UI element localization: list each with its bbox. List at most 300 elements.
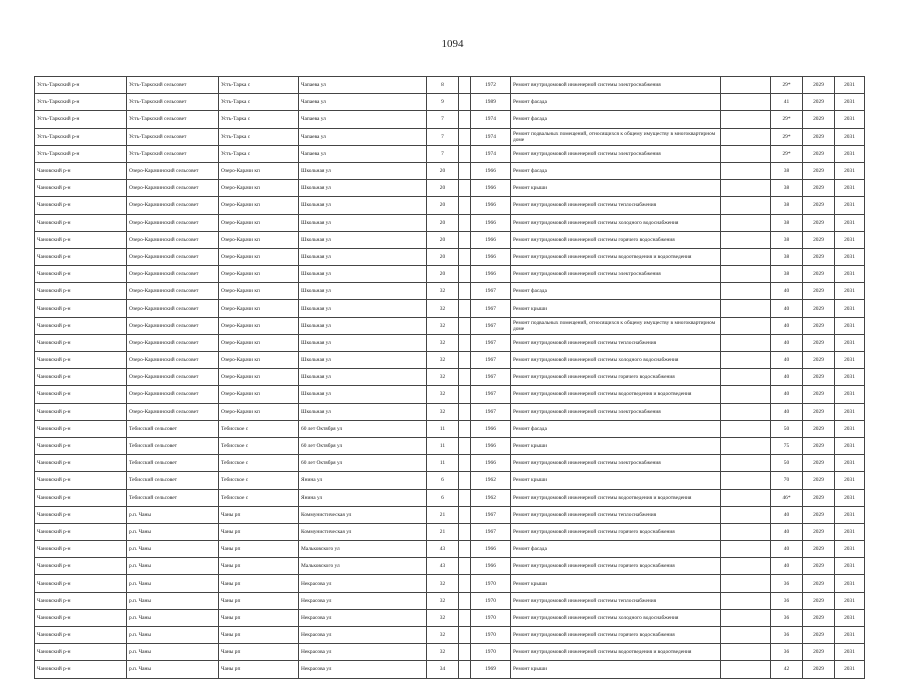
building-cell bbox=[459, 369, 471, 386]
street-cell: Школьная ул bbox=[299, 369, 427, 386]
house-number-cell: 6 bbox=[427, 472, 459, 489]
repair-schedule-table bbox=[34, 76, 865, 679]
street-cell: Школьная ул bbox=[299, 300, 427, 317]
street-cell: Некрасова ул bbox=[299, 661, 427, 678]
wear-percent-cell: 40 bbox=[771, 403, 803, 420]
settlement-cell: Тебисское с bbox=[219, 420, 299, 437]
wear-percent-cell: 38 bbox=[771, 197, 803, 214]
year-built-cell: 1966 bbox=[471, 541, 511, 558]
building-cell bbox=[459, 266, 471, 283]
wear-percent-cell: 50 bbox=[771, 420, 803, 437]
year-built-cell: 1969 bbox=[471, 661, 511, 678]
year-built-cell: 1967 bbox=[471, 352, 511, 369]
municipality-cell: р.п. Чаны bbox=[127, 506, 219, 523]
district-cell: Чановский р-н bbox=[35, 420, 127, 437]
table-row bbox=[35, 283, 865, 300]
street-cell: Мальковского ул bbox=[299, 558, 427, 575]
municipality-cell: Озеро-Карачинский сельсовет bbox=[127, 317, 219, 334]
table-row bbox=[35, 609, 865, 626]
building-cell bbox=[459, 180, 471, 197]
district-cell: Чановский р-н bbox=[35, 369, 127, 386]
work-type-cell: Ремонт внутридомовой инженерной системы горячего водоснабжения bbox=[511, 231, 721, 248]
wear-percent-cell: 38 bbox=[771, 266, 803, 283]
plan-end-cell: 2031 bbox=[835, 283, 865, 300]
municipality-cell: Озеро-Карачинский сельсовет bbox=[127, 180, 219, 197]
wear-percent-cell: 38 bbox=[771, 180, 803, 197]
year-built-cell: 1967 bbox=[471, 334, 511, 351]
settlement-cell: Чаны рп bbox=[219, 541, 299, 558]
house-number-cell: 11 bbox=[427, 455, 459, 472]
municipality-cell: Озеро-Карачинский сельсовет bbox=[127, 300, 219, 317]
table-row bbox=[35, 231, 865, 248]
note-cell bbox=[721, 644, 771, 661]
municipality-cell: Озеро-Карачинский сельсовет bbox=[127, 386, 219, 403]
plan-start-cell: 2029 bbox=[803, 489, 835, 506]
house-number-cell: 21 bbox=[427, 523, 459, 540]
building-cell bbox=[459, 558, 471, 575]
house-number-cell: 32 bbox=[427, 627, 459, 644]
street-cell: Школьная ул bbox=[299, 248, 427, 265]
note-cell bbox=[721, 352, 771, 369]
table-row bbox=[35, 266, 865, 283]
work-type-cell: Ремонт фасада bbox=[511, 94, 721, 111]
table-row bbox=[35, 541, 865, 558]
note-cell bbox=[721, 627, 771, 644]
district-cell: Чановский р-н bbox=[35, 558, 127, 575]
plan-start-cell: 2029 bbox=[803, 128, 835, 145]
work-type-cell: Ремонт фасада bbox=[511, 111, 721, 128]
settlement-cell: Озеро-Карачи кп bbox=[219, 386, 299, 403]
street-cell: Коммунистическая ул bbox=[299, 506, 427, 523]
street-cell: 60 лет Октября ул bbox=[299, 437, 427, 454]
building-cell bbox=[459, 77, 471, 94]
plan-end-cell: 2031 bbox=[835, 145, 865, 162]
work-type-cell: Ремонт подвальных помещений, относящихся к общему имуществу в многоквартирном доме bbox=[511, 317, 721, 334]
table-row bbox=[35, 248, 865, 265]
building-cell bbox=[459, 627, 471, 644]
plan-end-cell: 2031 bbox=[835, 180, 865, 197]
plan-end-cell: 2031 bbox=[835, 94, 865, 111]
district-cell: Чановский р-н bbox=[35, 334, 127, 351]
house-number-cell: 7 bbox=[427, 111, 459, 128]
year-built-cell: 1970 bbox=[471, 592, 511, 609]
building-cell bbox=[459, 489, 471, 506]
year-built-cell: 1966 bbox=[471, 231, 511, 248]
building-cell bbox=[459, 403, 471, 420]
settlement-cell: Озеро-Карачи кп bbox=[219, 231, 299, 248]
street-cell: Некрасова ул bbox=[299, 644, 427, 661]
house-number-cell: 32 bbox=[427, 369, 459, 386]
note-cell bbox=[721, 145, 771, 162]
wear-percent-cell: 29* bbox=[771, 145, 803, 162]
building-cell bbox=[459, 609, 471, 626]
house-number-cell: 7 bbox=[427, 128, 459, 145]
district-cell: Чановский р-н bbox=[35, 661, 127, 678]
house-number-cell: 21 bbox=[427, 506, 459, 523]
settlement-cell: Чаны рп bbox=[219, 644, 299, 661]
building-cell bbox=[459, 317, 471, 334]
note-cell bbox=[721, 523, 771, 540]
district-cell: Чановский р-н bbox=[35, 180, 127, 197]
building-cell bbox=[459, 455, 471, 472]
wear-percent-cell: 40 bbox=[771, 541, 803, 558]
plan-start-cell: 2029 bbox=[803, 437, 835, 454]
plan-end-cell: 2031 bbox=[835, 300, 865, 317]
work-type-cell: Ремонт внутридомовой инженерной системы теплоснабжения bbox=[511, 592, 721, 609]
house-number-cell: 32 bbox=[427, 575, 459, 592]
plan-start-cell: 2029 bbox=[803, 472, 835, 489]
settlement-cell: Тебисское с bbox=[219, 437, 299, 454]
district-cell: Чановский р-н bbox=[35, 266, 127, 283]
building-cell bbox=[459, 162, 471, 179]
work-type-cell: Ремонт внутридомовой инженерной системы водоотведения и водоотведения bbox=[511, 386, 721, 403]
municipality-cell: Озеро-Карачинский сельсовет bbox=[127, 352, 219, 369]
street-cell: Янина ул bbox=[299, 489, 427, 506]
work-type-cell: Ремонт фасада bbox=[511, 283, 721, 300]
settlement-cell: Озеро-Карачи кп bbox=[219, 180, 299, 197]
plan-start-cell: 2029 bbox=[803, 180, 835, 197]
note-cell bbox=[721, 558, 771, 575]
note-cell bbox=[721, 197, 771, 214]
work-type-cell: Ремонт внутридомовой инженерной системы водоотведения и водоотведения bbox=[511, 644, 721, 661]
wear-percent-cell: 29* bbox=[771, 77, 803, 94]
district-cell: Чановский р-н bbox=[35, 455, 127, 472]
plan-start-cell: 2029 bbox=[803, 214, 835, 231]
street-cell: Школьная ул bbox=[299, 317, 427, 334]
plan-start-cell: 2029 bbox=[803, 558, 835, 575]
work-type-cell: Ремонт внутридомовой инженерной системы горячего водоснабжения bbox=[511, 369, 721, 386]
table-row bbox=[35, 317, 865, 334]
street-cell: Школьная ул bbox=[299, 266, 427, 283]
wear-percent-cell: 41 bbox=[771, 94, 803, 111]
plan-end-cell: 2031 bbox=[835, 472, 865, 489]
table-body bbox=[35, 77, 865, 679]
street-cell: Некрасова ул bbox=[299, 627, 427, 644]
work-type-cell: Ремонт крыши bbox=[511, 300, 721, 317]
municipality-cell: Тебисский сельсовет bbox=[127, 437, 219, 454]
table-row bbox=[35, 94, 865, 111]
note-cell bbox=[721, 180, 771, 197]
plan-end-cell: 2031 bbox=[835, 128, 865, 145]
plan-end-cell: 2031 bbox=[835, 352, 865, 369]
settlement-cell: Усть-Тарка с bbox=[219, 145, 299, 162]
plan-end-cell: 2031 bbox=[835, 541, 865, 558]
settlement-cell: Чаны рп bbox=[219, 506, 299, 523]
note-cell bbox=[721, 94, 771, 111]
work-type-cell: Ремонт внутридомовой инженерной системы электроснабжения bbox=[511, 145, 721, 162]
note-cell bbox=[721, 369, 771, 386]
year-built-cell: 1966 bbox=[471, 162, 511, 179]
plan-end-cell: 2031 bbox=[835, 317, 865, 334]
plan-end-cell: 2031 bbox=[835, 403, 865, 420]
table-row bbox=[35, 352, 865, 369]
plan-start-cell: 2029 bbox=[803, 145, 835, 162]
building-cell bbox=[459, 248, 471, 265]
table-row bbox=[35, 145, 865, 162]
house-number-cell: 32 bbox=[427, 283, 459, 300]
house-number-cell: 8 bbox=[427, 77, 459, 94]
municipality-cell: р.п. Чаны bbox=[127, 627, 219, 644]
table-row bbox=[35, 386, 865, 403]
house-number-cell: 6 bbox=[427, 489, 459, 506]
wear-percent-cell: 29* bbox=[771, 128, 803, 145]
plan-start-cell: 2029 bbox=[803, 592, 835, 609]
note-cell bbox=[721, 592, 771, 609]
note-cell bbox=[721, 266, 771, 283]
street-cell: Школьная ул bbox=[299, 352, 427, 369]
plan-end-cell: 2031 bbox=[835, 197, 865, 214]
settlement-cell: Усть-Тарка с bbox=[219, 128, 299, 145]
plan-start-cell: 2029 bbox=[803, 506, 835, 523]
plan-start-cell: 2029 bbox=[803, 523, 835, 540]
building-cell bbox=[459, 300, 471, 317]
table-row bbox=[35, 111, 865, 128]
plan-end-cell: 2031 bbox=[835, 489, 865, 506]
table-row bbox=[35, 214, 865, 231]
wear-percent-cell: 36 bbox=[771, 592, 803, 609]
building-cell bbox=[459, 283, 471, 300]
wear-percent-cell: 40 bbox=[771, 386, 803, 403]
street-cell: Мальковского ул bbox=[299, 541, 427, 558]
wear-percent-cell: 38 bbox=[771, 214, 803, 231]
settlement-cell: Озеро-Карачи кп bbox=[219, 369, 299, 386]
district-cell: Чановский р-н bbox=[35, 386, 127, 403]
plan-end-cell: 2031 bbox=[835, 231, 865, 248]
municipality-cell: Усть-Таркский сельсовет bbox=[127, 77, 219, 94]
note-cell bbox=[721, 403, 771, 420]
plan-start-cell: 2029 bbox=[803, 661, 835, 678]
settlement-cell: Чаны рп bbox=[219, 627, 299, 644]
municipality-cell: Озеро-Карачинский сельсовет bbox=[127, 197, 219, 214]
note-cell bbox=[721, 472, 771, 489]
year-built-cell: 1972 bbox=[471, 77, 511, 94]
house-number-cell: 20 bbox=[427, 197, 459, 214]
district-cell: Усть-Таркский р-н bbox=[35, 145, 127, 162]
settlement-cell: Озеро-Карачи кп bbox=[219, 403, 299, 420]
municipality-cell: Озеро-Карачинский сельсовет bbox=[127, 214, 219, 231]
settlement-cell: Озеро-Карачи кп bbox=[219, 300, 299, 317]
year-built-cell: 1974 bbox=[471, 111, 511, 128]
settlement-cell: Озеро-Карачи кп bbox=[219, 214, 299, 231]
building-cell bbox=[459, 523, 471, 540]
house-number-cell: 32 bbox=[427, 403, 459, 420]
district-cell: Чановский р-н bbox=[35, 627, 127, 644]
year-built-cell: 1967 bbox=[471, 523, 511, 540]
wear-percent-cell: 38 bbox=[771, 162, 803, 179]
note-cell bbox=[721, 437, 771, 454]
settlement-cell: Тебисское с bbox=[219, 455, 299, 472]
district-cell: Усть-Таркский р-н bbox=[35, 128, 127, 145]
plan-start-cell: 2029 bbox=[803, 575, 835, 592]
note-cell bbox=[721, 128, 771, 145]
note-cell bbox=[721, 162, 771, 179]
district-cell: Чановский р-н bbox=[35, 283, 127, 300]
municipality-cell: Озеро-Карачинский сельсовет bbox=[127, 162, 219, 179]
work-type-cell: Ремонт крыши bbox=[511, 437, 721, 454]
work-type-cell: Ремонт внутридомовой инженерной системы холодного водоснабжения bbox=[511, 609, 721, 626]
street-cell: Чапаева ул bbox=[299, 128, 427, 145]
plan-start-cell: 2029 bbox=[803, 77, 835, 94]
house-number-cell: 20 bbox=[427, 248, 459, 265]
building-cell bbox=[459, 541, 471, 558]
year-built-cell: 1966 bbox=[471, 437, 511, 454]
municipality-cell: Усть-Таркский сельсовет bbox=[127, 128, 219, 145]
plan-start-cell: 2029 bbox=[803, 248, 835, 265]
note-cell bbox=[721, 420, 771, 437]
work-type-cell: Ремонт внутридомовой инженерной системы электроснабжения bbox=[511, 455, 721, 472]
note-cell bbox=[721, 317, 771, 334]
year-built-cell: 1970 bbox=[471, 575, 511, 592]
wear-percent-cell: 40 bbox=[771, 558, 803, 575]
table-row bbox=[35, 472, 865, 489]
year-built-cell: 1967 bbox=[471, 300, 511, 317]
table-row bbox=[35, 523, 865, 540]
wear-percent-cell: 36 bbox=[771, 627, 803, 644]
table-row bbox=[35, 128, 865, 145]
district-cell: Чановский р-н bbox=[35, 317, 127, 334]
settlement-cell: Озеро-Карачи кп bbox=[219, 266, 299, 283]
district-cell: Чановский р-н bbox=[35, 609, 127, 626]
year-built-cell: 1962 bbox=[471, 472, 511, 489]
note-cell bbox=[721, 231, 771, 248]
settlement-cell: Чаны рп bbox=[219, 661, 299, 678]
house-number-cell: 20 bbox=[427, 162, 459, 179]
work-type-cell: Ремонт внутридомовой инженерной системы горячего водоснабжения bbox=[511, 627, 721, 644]
work-type-cell: Ремонт внутридомовой инженерной системы водоотведения и водоотведения bbox=[511, 489, 721, 506]
house-number-cell: 20 bbox=[427, 266, 459, 283]
wear-percent-cell: 40 bbox=[771, 352, 803, 369]
page-number: 1094 bbox=[441, 38, 464, 50]
plan-start-cell: 2029 bbox=[803, 231, 835, 248]
district-cell: Чановский р-н bbox=[35, 231, 127, 248]
municipality-cell: р.п. Чаны bbox=[127, 575, 219, 592]
settlement-cell: Чаны рп bbox=[219, 609, 299, 626]
plan-start-cell: 2029 bbox=[803, 627, 835, 644]
house-number-cell: 32 bbox=[427, 386, 459, 403]
table-row bbox=[35, 334, 865, 351]
wear-percent-cell: 36 bbox=[771, 609, 803, 626]
house-number-cell: 32 bbox=[427, 609, 459, 626]
plan-end-cell: 2031 bbox=[835, 523, 865, 540]
municipality-cell: Озеро-Карачинский сельсовет bbox=[127, 403, 219, 420]
wear-percent-cell: 36 bbox=[771, 575, 803, 592]
year-built-cell: 1967 bbox=[471, 403, 511, 420]
building-cell bbox=[459, 197, 471, 214]
year-built-cell: 1966 bbox=[471, 180, 511, 197]
house-number-cell: 20 bbox=[427, 214, 459, 231]
year-built-cell: 1967 bbox=[471, 283, 511, 300]
house-number-cell: 32 bbox=[427, 644, 459, 661]
building-cell bbox=[459, 334, 471, 351]
work-type-cell: Ремонт внутридомовой инженерной системы холодного водоснабжения bbox=[511, 214, 721, 231]
street-cell: Некрасова ул bbox=[299, 592, 427, 609]
municipality-cell: Озеро-Карачинский сельсовет bbox=[127, 231, 219, 248]
building-cell bbox=[459, 644, 471, 661]
street-cell: Коммунистическая ул bbox=[299, 523, 427, 540]
street-cell: Школьная ул bbox=[299, 214, 427, 231]
building-cell bbox=[459, 231, 471, 248]
table-row bbox=[35, 575, 865, 592]
municipality-cell: Озеро-Карачинский сельсовет bbox=[127, 283, 219, 300]
municipality-cell: Озеро-Карачинский сельсовет bbox=[127, 248, 219, 265]
work-type-cell: Ремонт внутридомовой инженерной системы теплоснабжения bbox=[511, 197, 721, 214]
house-number-cell: 32 bbox=[427, 300, 459, 317]
note-cell bbox=[721, 386, 771, 403]
building-cell bbox=[459, 437, 471, 454]
municipality-cell: Озеро-Карачинский сельсовет bbox=[127, 369, 219, 386]
district-cell: Чановский р-н bbox=[35, 437, 127, 454]
district-cell: Чановский р-н bbox=[35, 162, 127, 179]
plan-end-cell: 2031 bbox=[835, 420, 865, 437]
work-type-cell: Ремонт фасада bbox=[511, 162, 721, 179]
year-built-cell: 1967 bbox=[471, 506, 511, 523]
building-cell bbox=[459, 214, 471, 231]
settlement-cell: Тебисское с bbox=[219, 489, 299, 506]
district-cell: Чановский р-н bbox=[35, 472, 127, 489]
settlement-cell: Озеро-Карачи кп bbox=[219, 334, 299, 351]
building-cell bbox=[459, 506, 471, 523]
settlement-cell: Чаны рп bbox=[219, 558, 299, 575]
table-row bbox=[35, 403, 865, 420]
table-row bbox=[35, 627, 865, 644]
work-type-cell: Ремонт внутридомовой инженерной системы теплоснабжения bbox=[511, 334, 721, 351]
year-built-cell: 1966 bbox=[471, 558, 511, 575]
plan-end-cell: 2031 bbox=[835, 609, 865, 626]
municipality-cell: Озеро-Карачинский сельсовет bbox=[127, 334, 219, 351]
wear-percent-cell: 75 bbox=[771, 437, 803, 454]
table-row bbox=[35, 300, 865, 317]
table-row bbox=[35, 420, 865, 437]
house-number-cell: 43 bbox=[427, 541, 459, 558]
settlement-cell: Озеро-Карачи кп bbox=[219, 283, 299, 300]
municipality-cell: р.п. Чаны bbox=[127, 592, 219, 609]
municipality-cell: Усть-Таркский сельсовет bbox=[127, 111, 219, 128]
district-cell: Чановский р-н bbox=[35, 403, 127, 420]
house-number-cell: 11 bbox=[427, 420, 459, 437]
house-number-cell: 11 bbox=[427, 437, 459, 454]
wear-percent-cell: 40 bbox=[771, 369, 803, 386]
building-cell bbox=[459, 420, 471, 437]
street-cell: Школьная ул bbox=[299, 197, 427, 214]
note-cell bbox=[721, 214, 771, 231]
district-cell: Чановский р-н bbox=[35, 489, 127, 506]
plan-start-cell: 2029 bbox=[803, 386, 835, 403]
building-cell bbox=[459, 145, 471, 162]
work-type-cell: Ремонт крыши bbox=[511, 180, 721, 197]
table-row bbox=[35, 592, 865, 609]
plan-start-cell: 2029 bbox=[803, 197, 835, 214]
plan-start-cell: 2029 bbox=[803, 283, 835, 300]
note-cell bbox=[721, 661, 771, 678]
plan-start-cell: 2029 bbox=[803, 334, 835, 351]
note-cell bbox=[721, 541, 771, 558]
settlement-cell: Озеро-Карачи кп bbox=[219, 197, 299, 214]
building-cell bbox=[459, 386, 471, 403]
note-cell bbox=[721, 283, 771, 300]
street-cell: 60 лет Октября ул bbox=[299, 455, 427, 472]
settlement-cell: Усть-Тарка с bbox=[219, 77, 299, 94]
note-cell bbox=[721, 334, 771, 351]
municipality-cell: р.п. Чаны bbox=[127, 523, 219, 540]
work-type-cell: Ремонт подвальных помещений, относящихся к общему имуществу в многоквартирном доме bbox=[511, 128, 721, 145]
work-type-cell: Ремонт фасада bbox=[511, 541, 721, 558]
plan-start-cell: 2029 bbox=[803, 541, 835, 558]
plan-end-cell: 2031 bbox=[835, 266, 865, 283]
street-cell: Чапаева ул bbox=[299, 77, 427, 94]
municipality-cell: Тебисский сельсовет bbox=[127, 455, 219, 472]
work-type-cell: Ремонт крыши bbox=[511, 472, 721, 489]
year-built-cell: 1967 bbox=[471, 369, 511, 386]
